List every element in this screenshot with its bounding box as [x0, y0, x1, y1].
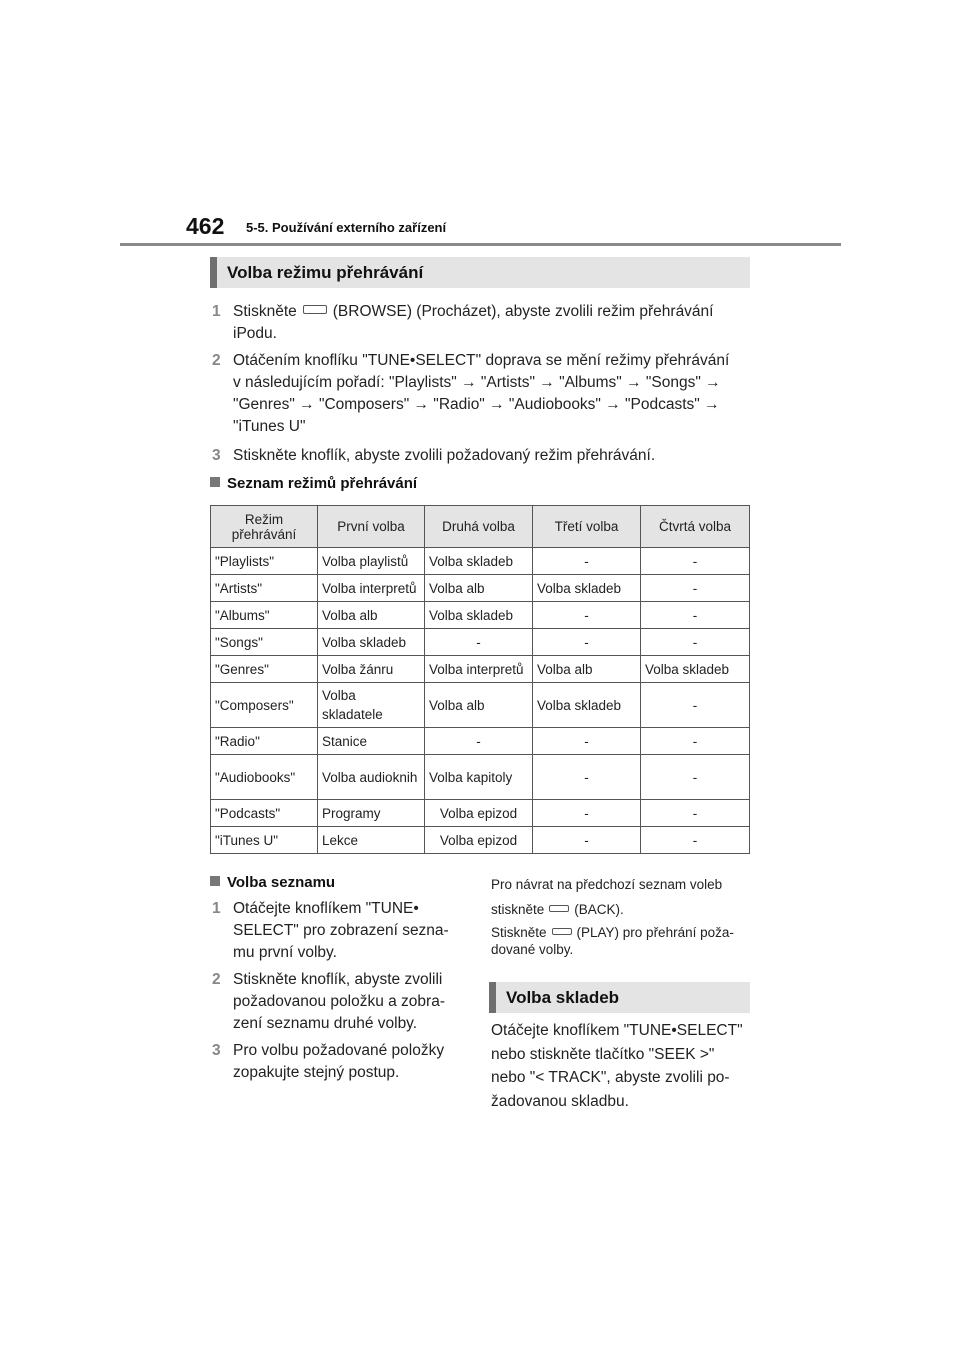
step-2: [212, 350, 730, 438]
column-header: První volba: [318, 506, 425, 548]
table-cell: -: [533, 602, 641, 629]
step-text: Otáčením knoflíku "TUNE•SELECT" doprava se mění režimy přehrávání: [233, 352, 730, 369]
table-row: [211, 728, 750, 755]
note-text: stiskněte: [491, 902, 545, 917]
header-divider: [120, 243, 841, 246]
table-cell: -: [641, 800, 750, 827]
step-text: zení seznamu druhé volby.: [233, 1015, 418, 1032]
table-cell: Volba interpretů: [318, 575, 425, 602]
table-cell: Volba alb: [533, 656, 641, 683]
browse-button-icon: [303, 305, 327, 314]
table-cell: -: [533, 728, 641, 755]
step-number: 1: [212, 303, 221, 320]
table-cell: Volba skladeb: [533, 683, 641, 728]
page-number: 462: [186, 213, 225, 239]
table-cell: "Albums": [211, 602, 318, 629]
note-back: [491, 872, 722, 922]
step-text: iPodu.: [233, 325, 277, 342]
table-cell: Lekce: [318, 827, 425, 854]
section-heading-track-select: Volba skladeb: [489, 982, 750, 1013]
column-header: Čtvrtá volba: [641, 506, 750, 548]
step-text: v následujícím pořadí: "Playlists" → "Artists" → "Albums" → "Songs" →: [233, 374, 721, 391]
table-row: [211, 800, 750, 827]
subheading-text: Seznam režimů přehrávání: [227, 475, 418, 492]
step-number: 3: [212, 1042, 221, 1059]
square-bullet-icon: [210, 876, 220, 886]
table-cell: Stanice: [318, 728, 425, 755]
table-cell: Volba epizod: [425, 800, 533, 827]
subheading-list-select: [210, 874, 335, 891]
table-cell: -: [533, 800, 641, 827]
step-number: 1: [212, 900, 221, 917]
table-cell: Volba skladeb: [533, 575, 641, 602]
table-cell: Volba interpretů: [425, 656, 533, 683]
table-cell: Volba kapitoly: [425, 755, 533, 800]
table-cell: Volba skladeb: [318, 629, 425, 656]
table-cell: -: [425, 629, 533, 656]
para-text: nebo "< TRACK", abyste zvolili po-: [491, 1069, 730, 1086]
column-header: Režim přehrávání: [211, 506, 318, 548]
square-bullet-icon: [210, 477, 220, 487]
table-cell: "Genres": [211, 656, 318, 683]
table-cell: "Songs": [211, 629, 318, 656]
play-button-icon: [552, 928, 572, 935]
step-text: mu první volby.: [233, 944, 337, 961]
step-text: Pro volbu požadované položky: [233, 1042, 445, 1059]
step-number: 2: [212, 352, 221, 369]
subheading-mode-list: [210, 475, 417, 492]
step-number: 2: [212, 971, 221, 988]
table-cell: "Podcasts": [211, 800, 318, 827]
step-text: SELECT" pro zobrazení sezna-: [233, 922, 449, 939]
step-text: Otáčejte knoflíkem "TUNE•: [233, 900, 419, 917]
playback-mode-table: [210, 505, 750, 854]
table-cell: -: [533, 827, 641, 854]
step-text: zopakujte stejný postup.: [233, 1064, 400, 1081]
table-cell: Volba audioknih: [318, 755, 425, 800]
table-cell: "Composers": [211, 683, 318, 728]
table-cell: "Radio": [211, 728, 318, 755]
table-cell: Volba skladeb: [641, 656, 750, 683]
column-header: Druhá volba: [425, 506, 533, 548]
subheading-text: Volba seznamu: [227, 874, 336, 891]
para-text: žadovanou skladbu.: [491, 1092, 629, 1110]
step-text: Stiskněte knoflík, abyste zvolili požadovaný režim přehrávání.: [233, 447, 656, 464]
table-cell: Volba skladeb: [425, 548, 533, 575]
table-row: [211, 827, 750, 854]
note-text: Stiskněte: [491, 925, 547, 940]
note-text: (BACK).: [574, 902, 624, 917]
step-text: Stiskněte knoflík, abyste zvolili: [233, 971, 443, 988]
list-step-1: [212, 898, 449, 964]
step-1: [212, 301, 714, 345]
para-text: nebo stiskněte tlačítko "SEEK >": [491, 1045, 715, 1063]
table-cell: Volba playlistů: [318, 548, 425, 575]
table-cell: -: [641, 548, 750, 575]
table-cell: "Audiobooks": [211, 755, 318, 800]
step-3: [212, 445, 656, 467]
table-cell: Volba alb: [425, 683, 533, 728]
table-cell: Volba alb: [318, 602, 425, 629]
table-cell: -: [641, 602, 750, 629]
list-step-3: [212, 1040, 445, 1084]
back-button-icon: [549, 905, 569, 912]
table-cell: -: [641, 728, 750, 755]
table-cell: -: [641, 827, 750, 854]
table-cell: Volba alb: [425, 575, 533, 602]
table-row: [211, 629, 750, 656]
table-cell: -: [425, 728, 533, 755]
table-cell: Programy: [318, 800, 425, 827]
section-heading-playback-mode: Volba režimu přehrávání: [210, 257, 750, 288]
list-step-2: [212, 969, 445, 1035]
table-row: [211, 575, 750, 602]
step-text: "Genres" → "Composers" → "Radio" → "Audiobooks" → "Podcasts" →: [233, 396, 720, 413]
step-text: Stiskněte: [233, 303, 297, 320]
table-cell: "iTunes U": [211, 827, 318, 854]
table-cell: Volba epizod: [425, 827, 533, 854]
note-text: dované volby.: [491, 942, 574, 957]
table-cell: -: [533, 755, 641, 800]
table-cell: -: [641, 683, 750, 728]
table-row: [211, 656, 750, 683]
note-play: [491, 924, 734, 958]
table-cell: -: [641, 629, 750, 656]
table-cell: -: [641, 755, 750, 800]
note-text: Pro návrat na předchozí seznam voleb: [491, 877, 723, 892]
table-cell: Volba skladatele: [318, 683, 425, 728]
step-text: (BROWSE) (Procházet), abyste zvolili režim přehrávání: [332, 303, 714, 320]
table-cell: "Artists": [211, 575, 318, 602]
table-cell: "Playlists": [211, 548, 318, 575]
table-row: [211, 755, 750, 800]
step-text: "iTunes U": [233, 418, 306, 435]
track-select-paragraph: [491, 1019, 743, 1113]
column-header: Třetí volba: [533, 506, 641, 548]
table-cell: -: [641, 575, 750, 602]
note-text: (PLAY) pro přehrání poža-: [576, 925, 734, 940]
table-header-row: [211, 506, 750, 548]
table-cell: Volba žánru: [318, 656, 425, 683]
step-text: požadovanou položku a zobra-: [233, 993, 445, 1010]
table-cell: -: [533, 629, 641, 656]
table-cell: Volba skladeb: [425, 602, 533, 629]
table-row: [211, 683, 750, 728]
table-row: [211, 602, 750, 629]
table-cell: -: [533, 548, 641, 575]
chapter-title: 5-5. Používání externího zařízení: [246, 220, 447, 235]
para-text: Otáčejte knoflíkem "TUNE•SELECT": [491, 1022, 743, 1039]
step-number: 3: [212, 447, 221, 464]
table-row: [211, 548, 750, 575]
